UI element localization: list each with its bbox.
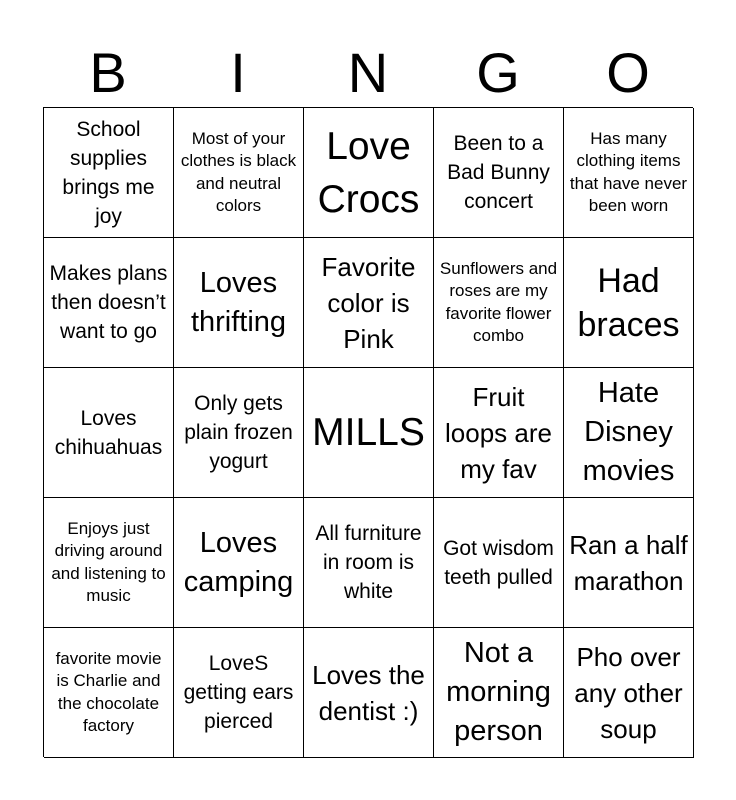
bingo-cell-n2[interactable] — [304, 238, 434, 368]
cell-text: All furniture in room is white — [315, 522, 422, 603]
cell-text: Fruit loops are my fav — [445, 381, 552, 484]
bingo-cell-b1[interactable] — [44, 108, 174, 238]
bingo-cell-free[interactable] — [304, 368, 434, 498]
bingo-cell-o2[interactable] — [564, 238, 694, 368]
bingo-cell-b3[interactable] — [44, 368, 174, 498]
header-letter-b: B — [89, 41, 127, 104]
bingo-cell-i3[interactable] — [174, 368, 304, 498]
bingo-cell-i4[interactable] — [174, 498, 304, 628]
bingo-cell-g2[interactable] — [434, 238, 564, 368]
cell-text: Had braces — [577, 261, 680, 344]
bingo-cell-g3[interactable] — [434, 368, 564, 498]
cell-text: Hate Disney movies — [582, 377, 675, 487]
bingo-cell-g1[interactable] — [434, 108, 564, 238]
bingo-cell-i5[interactable] — [174, 628, 304, 758]
bingo-cell-i1[interactable] — [174, 108, 304, 238]
bingo-cell-b5[interactable] — [44, 628, 174, 758]
cell-text: Loves camping — [183, 526, 294, 598]
header-letter-g: G — [476, 41, 520, 104]
cell-text: Loves thrifting — [190, 266, 287, 338]
cell-text: LoveS getting ears pierced — [183, 652, 294, 733]
bingo-board — [43, 107, 693, 757]
cell-text: MILLS — [312, 410, 425, 454]
bingo-cell-b2[interactable] — [44, 238, 174, 368]
bingo-cell-o3[interactable] — [564, 368, 694, 498]
bingo-cell-o4[interactable] — [564, 498, 694, 628]
cell-text: Only gets plain frozen yogurt — [184, 392, 293, 473]
cell-text: Loves the dentist :) — [312, 659, 425, 726]
bingo-cell-i2[interactable] — [174, 238, 304, 368]
cell-text: Not a morning person — [446, 637, 551, 747]
cell-text: Ran a half marathon — [569, 529, 688, 596]
cell-text: Got wisdom teeth pulled — [443, 536, 554, 589]
cell-text: Makes plans then doesn’t want to go — [49, 262, 168, 343]
bingo-cell-o5[interactable] — [564, 628, 694, 758]
cell-text: Been to a Bad Bunny concert — [447, 132, 550, 213]
cell-text: School supplies brings me joy — [62, 117, 155, 228]
header-letter-n: N — [347, 41, 389, 104]
bingo-cell-g5[interactable] — [434, 628, 564, 758]
bingo-cell-b4[interactable] — [44, 498, 174, 628]
bingo-cell-n1[interactable] — [304, 108, 434, 238]
bingo-header — [43, 40, 693, 106]
cell-text: Most of your clothes is black and neutral colors — [180, 128, 297, 215]
cell-text: Enjoys just driving around and listening to music — [51, 518, 166, 605]
cell-text: Has many clothing items that have never been worn — [569, 128, 688, 215]
cell-text: favorite movie is Charlie and the chocolate factory — [55, 648, 162, 735]
header-letter-i: I — [230, 41, 246, 104]
bingo-cell-g4[interactable] — [434, 498, 564, 628]
cell-text: Sunflowers and roses are my favorite flower combo — [439, 258, 558, 345]
header-letter-o: O — [606, 41, 650, 104]
cell-text: Pho over any other soup — [574, 641, 683, 744]
cell-text: Favorite color is Pink — [321, 251, 416, 354]
cell-text: Love Crocs — [317, 124, 420, 221]
bingo-cell-n4[interactable] — [304, 498, 434, 628]
bingo-cell-o1[interactable] — [564, 108, 694, 238]
bingo-cell-n5[interactable] — [304, 628, 434, 758]
cell-text: Loves chihuahuas — [54, 406, 163, 459]
